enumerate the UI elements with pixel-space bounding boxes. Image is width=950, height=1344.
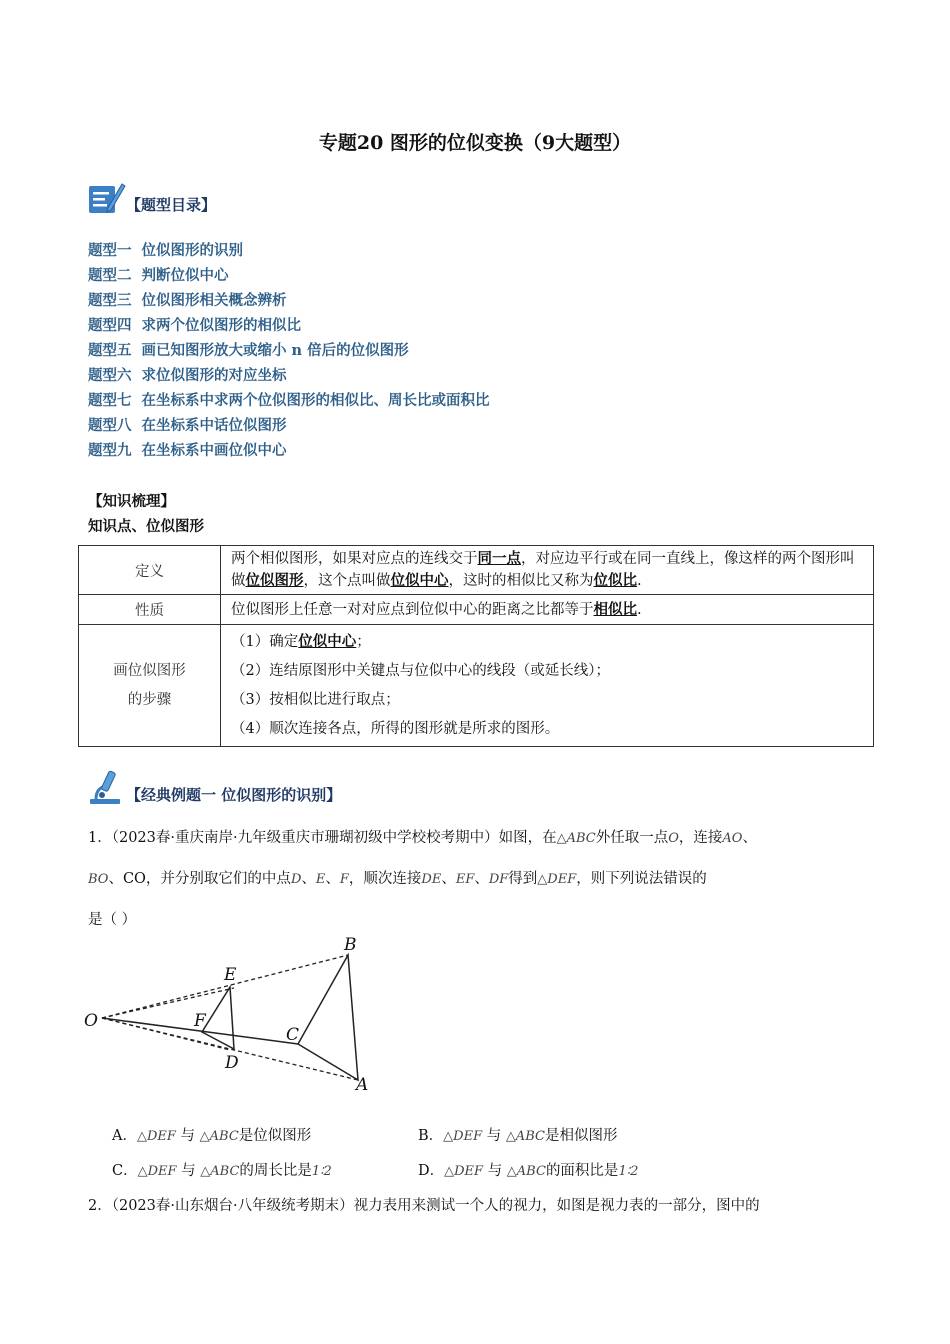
knowledge-table <box>78 545 874 747</box>
toc-item[interactable]: 题型五 画已知图形放大或缩小 n 倍后的位似图形 <box>88 342 409 359</box>
option-b[interactable]: B．△DEF 与 △ABC是相似图形 <box>418 1128 618 1144</box>
steps-text: （1）确定位似中心； （2）连结原图形中关键点与位似中心的线段（或延长线）； （3）按相似比进行取点； （4）顺次连接各点，所得的图形就是所求的图形。 <box>221 625 874 747</box>
geometry-figure <box>80 930 380 1100</box>
definition-label: 定义 <box>79 546 221 595</box>
triangle-DEF <box>202 987 234 1049</box>
label-E: E <box>224 965 237 985</box>
property-text: 位似图形上任意一对对应点到位似中心的距离之比都等于相似比. <box>221 595 874 625</box>
knowledge-heading: 【知识梳理】 <box>88 493 175 510</box>
page-title: 专题20 图形的位似变换（9大题型） <box>318 132 632 154</box>
toc-item[interactable]: 题型八 在坐标系中话位似图形 <box>88 417 287 434</box>
toc-item[interactable]: 题型三 位似图形相关概念辨析 <box>88 292 287 309</box>
option-c[interactable]: C．△DEF 与 △ABC的周长比是1∶2 <box>112 1163 332 1179</box>
toc-item[interactable]: 题型九 在坐标系中画位似中心 <box>88 442 287 459</box>
table-row <box>79 625 874 747</box>
toc-item[interactable]: 题型一 位似图形的识别 <box>88 242 243 259</box>
toc-item[interactable]: 题型六 求位似图形的对应坐标 <box>88 367 287 384</box>
toc-item[interactable]: 题型二 判断位似中心 <box>88 267 229 284</box>
example-heading: 【经典例题一 位似图形的识别】 <box>126 786 342 804</box>
microscope-icon <box>86 768 126 806</box>
toc-item[interactable]: 题型四 求两个位似图形的相似比 <box>88 317 301 334</box>
option-d[interactable]: D．△DEF 与 △ABC的面积比是1∶2 <box>418 1163 639 1179</box>
notebook-pen-icon <box>86 178 126 216</box>
label-C: C <box>286 1025 300 1045</box>
label-O: O <box>84 1011 98 1031</box>
triangle-ABC <box>298 955 358 1080</box>
property-label: 性质 <box>79 595 221 625</box>
question-2: 2．（2023春·山东烟台·八年级统考期末）视力表用来测试一个人的视力，如图是视力表的一部分，图中的 <box>88 1198 760 1214</box>
option-a[interactable]: A．△DEF 与 △ABC是位似图形 <box>112 1128 312 1144</box>
toc-heading: 【题型目录】 <box>126 196 217 214</box>
steps-label: 画位似图形 的步骤 <box>79 625 221 747</box>
toc-item[interactable]: 题型七 在坐标系中求两个位似图形的相似比、周长比或面积比 <box>88 392 490 409</box>
label-F: F <box>194 1011 206 1031</box>
toc-list <box>88 238 490 463</box>
definition-text: 两个相似图形，如果对应点的连线交于同一点，对应边平行或在同一直线上，像这样的两个图形叫做位似图形，这个点叫做位似中心，这时的相似比又称为位似比. <box>221 546 874 595</box>
table-row <box>79 595 874 625</box>
label-A: A <box>356 1075 369 1095</box>
table-row <box>79 546 874 595</box>
label-B: B <box>344 935 357 955</box>
question-1: 1．（2023春·重庆南岸·九年级重庆市珊瑚初级中学校校考期中）如图，在△ABC外任取一点O，连接AO、 BO、CO，并分别取它们的中点D、E、F，顺次连接DE、EF、DF得到△DEF，则下列说法错误的 是（ ） <box>88 830 757 928</box>
knowledge-subheading: 知识点、位似图形 <box>88 518 204 535</box>
label-D: D <box>225 1053 239 1073</box>
